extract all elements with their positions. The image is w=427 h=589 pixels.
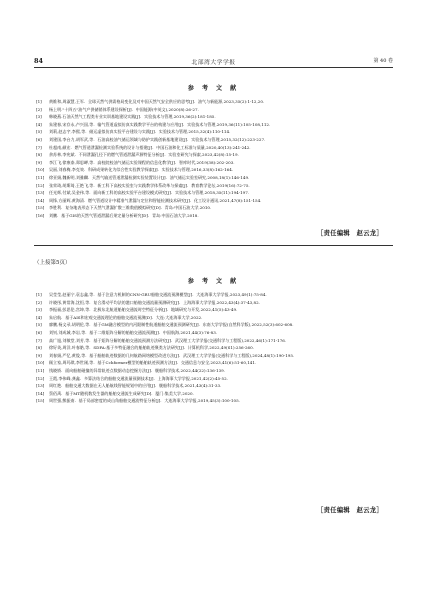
reference-number: [12] [36,182,45,188]
editor-note-2: ［责任编辑 赵云龙］ [317,507,383,514]
reference-text: 钱晓娇．面向船舶碰撞的异常轨迹点数据动态挖掘方法[J]．舰船科学技术,2022,44(22):136-139. [49,367,226,373]
section-divider [34,245,393,246]
reference-item [36,159,391,167]
reference-item [36,375,391,383]
reference-text: 任光辉,付斌,吴金伟,等．面向新工科的高校实验平台建设模式研究[J]．实验技术与管理,2018,35(11):194-197. [49,190,250,196]
reference-text: 吴莹莹,赵丽宁,袁志鑫,等．基于注意力机制的CNN-GRU船舶交通流预测模型[J]．大连海事大学学报,2023,49(1):75-84. [49,292,267,297]
reference-text: 李胜利．复杂地表形态下天然气泄漏扩散三维数值模拟研究[D]．青岛:中国石油大学,2010. [49,205,212,211]
reference-item [36,344,391,352]
reference-item [36,174,391,182]
reference-item [36,98,391,106]
reference-text: 黄维和,周淑慧,王军．全球天然气供需格局变化及对中国天然气安全供应的思考[J]．油气与新能源,2023,35(2):1-12,20. [49,99,265,104]
reference-item [36,166,391,174]
reference-number: [11] [36,367,45,373]
reference-item [36,144,391,152]
reference-number: [3] [36,307,42,313]
reference-number: [15] [36,205,45,211]
reference-text: 徐亚娟,魏新明,刘雅麟．天然气输送管道泄漏检测实验装置设计[J]．油气储运实验室研究,2008,18(1):146-149. [49,174,250,180]
reference-text: 吴丽,刘春梅,李克效．科研成果转化为综合性实验教学探索[J]．实验技术与管理,2016,33(8):162-164. [49,167,234,173]
reference-number: [10] [36,167,45,173]
reference-number: [2] [36,299,42,305]
reference-text: 周锋,方丽辉,黄海清．燃气管道设计中精准气泄漏与定位和智能检测技术研究[J]．化工设计通讯,2021,47(8):151-154. [49,197,262,203]
reference-item [36,359,391,367]
continued-note: （上接第5页） [34,260,71,266]
reference-number: [1] [36,99,42,104]
references-title-1: 参 考 文 献 [187,85,240,92]
reference-number: [13] [36,190,45,196]
reference-number: [4] [36,121,42,127]
reference-text: 廖鹏,杨文录,胡明伦,等．基于GM融合模型的内河限制性航道船舶交通流预测研究[J]．东南大学学报(自然科学版),2022,52(3):602-608. [49,322,294,328]
reference-number: [15] [36,398,45,404]
reference-number: [2] [36,106,42,112]
reference-item [36,197,391,205]
reference-text: 杜超南,颜宏．燃气管道泄漏检测实验系统的设计与搭建[J]．中国石油和化工标准与质量,2020,40(13):241-242. [49,144,251,150]
reference-text: 李振福,彭思伦,宫坤,等．北极东北航道船舶交通流时空特征分析[J]．地域研究与开发,2022,41(5):43-49. [49,307,238,313]
reference-item [36,306,391,314]
reference-number: [12] [36,375,45,381]
reference-number: [9] [36,352,42,358]
reference-text: 周红艳．船舶交通大数据在无人船航线智能规划中的应用[J]．舰船科学技术,2021,43(4):31-33. [49,383,222,389]
reference-item [36,182,391,190]
reference-item [36,291,391,299]
reference-item [36,314,391,322]
reference-text: 张荣琦,胡斯琦,王艳飞,等．新工科下高校实验室与实践教学体系改革与探索[J]．教育教学论坛,2019(16):72-75. [49,182,250,188]
reference-text: 周世强,熊振南．基于局部密度的成山角船舶交通流特征分析[J]．大连海事大学学报,2019,45(3):100-105. [49,398,240,404]
reference-item [36,337,391,345]
reference-text: 许晓彤,黄常海,沈恒,等．复合滑动平均法的港口船舶交通流量预测研究[J]．上海海事大学学报,2022,43(4):37-43,82. [49,299,260,305]
reference-text: 高广旭,刘敏堂,刘芳,等．基于矩阵分解的船舶交通流预测方法研究[J]．武汉理工大学学报(交通科学与工程版),2022,46(1):171-176. [49,337,287,343]
reference-item [36,204,391,212]
reference-item [36,121,391,129]
reference-text: 刘钊,刘成城,李岩,等．基于二维矩阵分解的船舶交通流预测[J]．中国航海,2021,44(3):76-83. [49,329,218,335]
references-title-2: 参 考 文 献 [187,278,240,285]
header-rule [34,67,393,68]
reference-number: [8] [36,152,42,158]
reference-item [36,352,391,360]
page-number: 84 [34,57,44,65]
reference-number: [5] [36,129,42,135]
reference-item [36,189,391,197]
reference-number: [4] [36,314,42,320]
reference-text: 韩晓燕.石油天然气工程类专业实训基地建设实践[J]．实验技术与管理,2019,36(2):181-185. [49,114,216,120]
reference-item [36,136,391,144]
reference-item [36,390,391,398]
reference-item [36,382,391,390]
reference-item [36,299,391,307]
reference-item [36,128,391,136]
reference-list-1 [36,98,391,220]
reference-number: [9] [36,159,42,165]
reference-item [36,151,391,159]
reference-text: 杨上明."十四五"油气产供储销体系建设探析[J]．中国能源(中英文),2020(8):26-27. [49,106,199,112]
reference-item [36,212,391,220]
reference-number: [6] [36,329,42,335]
reference-text: 刘鹏．基于GIS的天然气管道泄漏后果定量分析研究[D]．青岛:中国石油大学,2018. [49,212,199,218]
reference-number: [7] [36,144,42,150]
reference-item [36,106,391,114]
reference-number: [11] [36,174,45,180]
reference-text: 蔡佰禹．基于MT随机数发生器的船舶交通流生成研究[D]．厦门:集美大学,2020. [49,390,194,396]
reference-text: 李江飞,徐康泰,郑思岬,等．高校院校油气储运实验课程的信息化教学[J]．智库时代,2019(38):202-203. [49,159,235,165]
reference-text: 余苏林,李宪斌．不同泄漏孔径下的燃气管道泄漏声源特征分析[J]．实验室研究与探索,2023,42(8):15-19. [49,152,239,158]
reference-item [36,329,391,337]
reference-text: 朱建春,宋存永,卢兴国,等．输气管道虚拟仿真实践教学平台的构建与应用[J]．实验技术与管理,2019,36(11):105-108,112. [49,121,271,127]
reference-number: [1] [36,292,42,297]
reference-number: [7] [36,337,42,343]
journal-name: 北部湾大学学报 [191,60,236,66]
reference-number: [3] [36,114,42,120]
reference-text: 刘春娟,严忆,黄俊,等．基于船舶轨迹数据的几何航路网络模型改进方法[J]．武汉理工大学学报(交通科学与工程版),2024,48(1):190-195. [49,352,295,358]
reference-text: 刘莉,赵志宇,李熙,等．储运虚拟仿真实验平台建设与实践[J]．实验技术与管理,2015,32(4):110-114. [49,129,231,135]
reference-number: [13] [36,383,45,389]
reference-item [36,113,391,121]
reference-text: 王霞,李伟峰,龚鑫．多算法结合的船舶交通流量预测技术[J]．上海海事大学学报,2021,42(2):45-52. [49,375,228,381]
reference-number: [10] [36,360,45,366]
reference-item [36,321,391,329]
reference-number: [8] [36,345,42,351]
reference-text: 徐好英,周洋,叶春皓,等．SDFA:基于多特征融合的船舶轨迹聚类方法研究[J]．计算机科学,2022,49(S1):256-260. [49,345,254,351]
reference-number: [6] [36,136,42,142]
reference-item [36,367,391,375]
volume-label: 第 40 卷 [373,58,393,64]
reference-number: [14] [36,390,45,396]
reference-item [36,397,391,405]
reference-list-2 [36,291,391,405]
reference-number: [5] [36,322,42,328]
reference-number: [14] [36,197,45,203]
editor-note-1: ［责任编辑 赵云龙］ [317,230,383,237]
reference-number: [16] [36,212,45,218]
reference-text: 刘建国,李台力,胡军武,等．石油高校油气储运领域与防护实践创新基地建设[J]．实验技术与管理,2015,32(12):223-227. [49,136,266,142]
reference-text: 朱启航．基于AIS和宏观交通流理论的船舶交通流预测[D]．大连:大连海事大学,2022. [49,314,203,320]
reference-text: 顾立家,周玛琪,李世刚,等．基于Cchformer模型的船舶轨迹预测方法[J]．交通信息与安全,2023,41(6):51-60,141. [49,360,257,366]
